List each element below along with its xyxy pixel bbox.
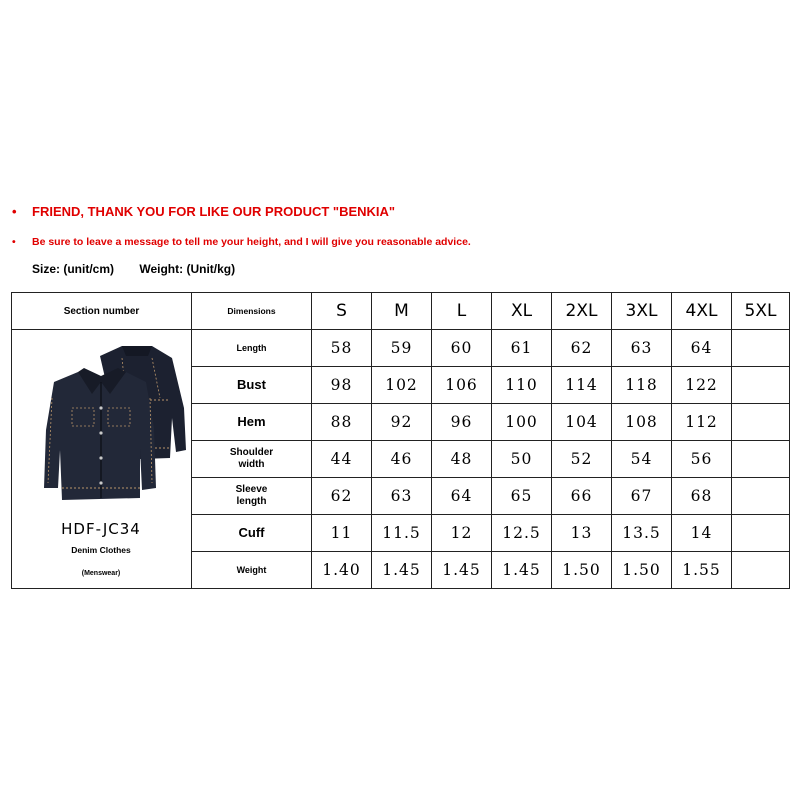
size-header-s: S (312, 293, 372, 330)
table-cell: 44 (312, 441, 372, 478)
units-line (32, 262, 235, 276)
table-cell: 96 (432, 404, 492, 441)
row-label-hem: Hem (192, 404, 312, 441)
table-cell: 54 (612, 441, 672, 478)
table-cell (732, 367, 790, 404)
table-cell: 66 (552, 478, 612, 515)
size-header-4xl: 4XL (672, 293, 732, 330)
size-unit-label: Size: (unit/cm) (32, 262, 115, 276)
table-cell: 106 (432, 367, 492, 404)
table-cell: 88 (312, 404, 372, 441)
table-cell: 100 (492, 404, 552, 441)
table-cell: 60 (432, 330, 492, 367)
table-cell: 1.55 (672, 552, 732, 589)
product-info-cell (12, 330, 192, 589)
row-label-weight: Weight (192, 552, 312, 589)
section-number-header: Section number (12, 293, 192, 330)
row-label-cuff: Cuff (192, 515, 312, 552)
table-cell: 63 (372, 478, 432, 515)
size-header-2xl: 2XL (552, 293, 612, 330)
table-cell: 118 (612, 367, 672, 404)
table-cell: 48 (432, 441, 492, 478)
table-cell (732, 478, 790, 515)
table-cell: 1.50 (552, 552, 612, 589)
notice-thanks: • FRIEND, THANK YOU FOR LIKE OUR PRODUCT "BENKIA" (12, 204, 396, 219)
table-cell: 14 (672, 515, 732, 552)
product-type: Denim Clothes (71, 545, 131, 555)
table-cell: 108 (612, 404, 672, 441)
table-cell: 1.45 (372, 552, 432, 589)
table-cell: 102 (372, 367, 432, 404)
table-cell: 1.50 (612, 552, 672, 589)
table-cell: 12 (432, 515, 492, 552)
table-cell: 13 (552, 515, 612, 552)
table-cell: 11 (312, 515, 372, 552)
notice-thanks-text: FRIEND, THANK YOU FOR LIKE OUR PRODUCT "BENKIA" (32, 204, 396, 219)
row-label-length: Length (192, 330, 312, 367)
table-cell: 63 (612, 330, 672, 367)
table-cell: 58 (312, 330, 372, 367)
product-model: HDF-JC34 (61, 520, 141, 538)
size-header-m: M (372, 293, 432, 330)
denim-jacket-image (22, 338, 187, 506)
table-cell: 52 (552, 441, 612, 478)
size-chart-table (11, 292, 790, 589)
table-cell (732, 330, 790, 367)
row-label-bust: Bust (192, 367, 312, 404)
table-cell: 92 (372, 404, 432, 441)
table-cell: 59 (372, 330, 432, 367)
table-cell: 67 (612, 478, 672, 515)
row-label-shoulder-width: Shoulder width (192, 441, 312, 478)
table-cell (732, 441, 790, 478)
table-cell: 110 (492, 367, 552, 404)
table-cell: 62 (552, 330, 612, 367)
table-cell (732, 404, 790, 441)
size-header-l: L (432, 293, 492, 330)
table-cell (732, 515, 790, 552)
table-cell: 50 (492, 441, 552, 478)
table-cell: 64 (432, 478, 492, 515)
table-cell: 1.40 (312, 552, 372, 589)
table-row (12, 330, 790, 367)
table-cell: 112 (672, 404, 732, 441)
table-cell: 68 (672, 478, 732, 515)
table-cell: 46 (372, 441, 432, 478)
table-cell: 56 (672, 441, 732, 478)
table-cell: 11.5 (372, 515, 432, 552)
table-cell: 1.45 (492, 552, 552, 589)
table-cell: 62 (312, 478, 372, 515)
size-header-row (12, 293, 790, 330)
table-cell: 114 (552, 367, 612, 404)
size-header-3xl: 3XL (612, 293, 672, 330)
weight-unit-label: Weight: (Unit/kg) (139, 262, 236, 276)
table-cell (732, 552, 790, 589)
notice-advice: • Be sure to leave a message to tell me your height, and I will give you reasonable advice. (12, 236, 471, 248)
size-header-5xl: 5XL (732, 293, 790, 330)
table-cell: 98 (312, 367, 372, 404)
table-cell: 64 (672, 330, 732, 367)
table-cell: 65 (492, 478, 552, 515)
table-cell: 122 (672, 367, 732, 404)
table-cell: 13.5 (612, 515, 672, 552)
row-label-sleeve-length: Sleeve length (192, 478, 312, 515)
size-header-xl: XL (492, 293, 552, 330)
notice-advice-text: Be sure to leave a message to tell me your height, and I will give you reasonable advice. (32, 236, 471, 248)
table-cell: 12.5 (492, 515, 552, 552)
dimensions-header: Dimensions (192, 293, 312, 330)
table-cell: 61 (492, 330, 552, 367)
table-cell: 104 (552, 404, 612, 441)
product-gender: (Menswear) (81, 570, 121, 577)
table-cell: 1.45 (432, 552, 492, 589)
